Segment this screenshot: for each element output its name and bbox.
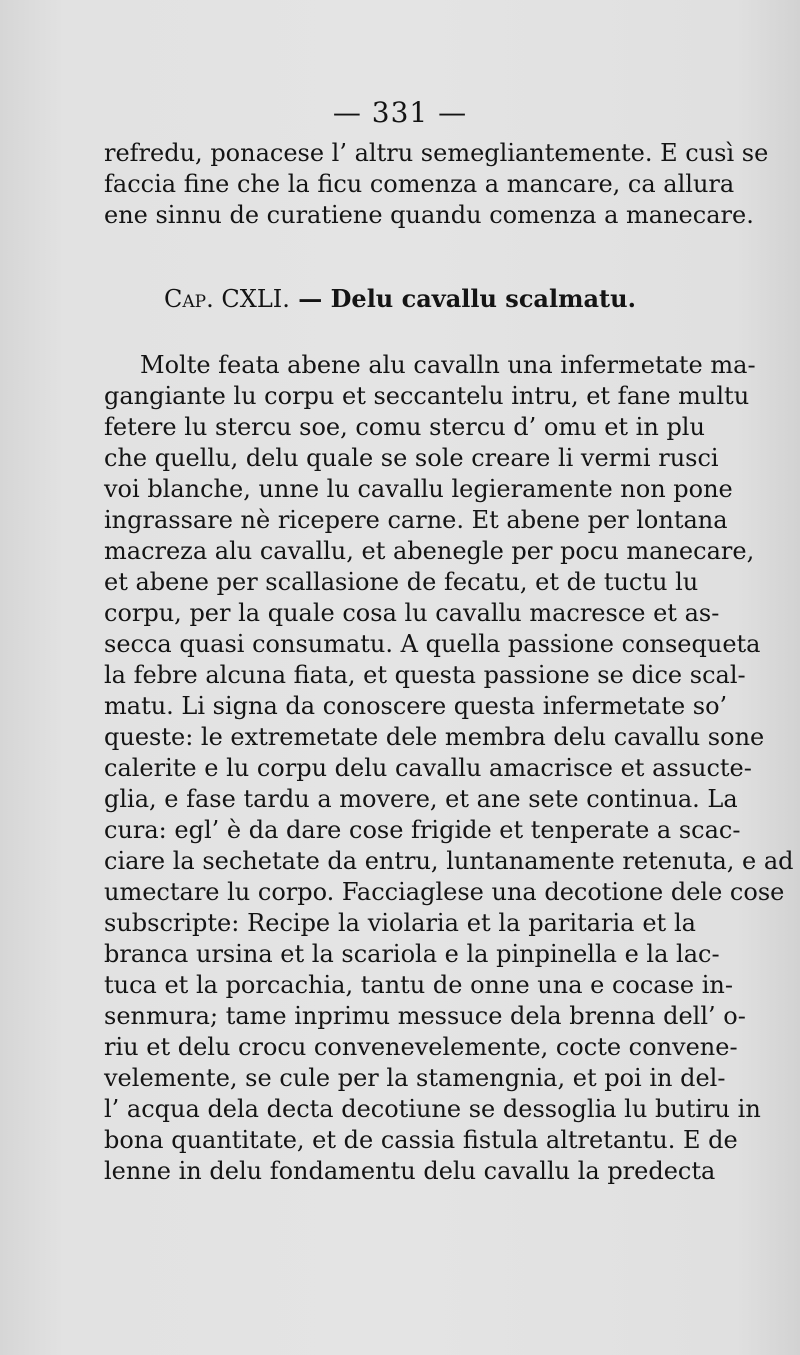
text-line: fetere lu stercu soe, comu stercu d’ omu et in plu — [104, 413, 705, 441]
text-line: macreza alu cavallu, et abenegle per pocu manecare, — [104, 537, 755, 565]
page-number: — 331 — — [332, 96, 468, 129]
text-line: ene sinnu de curatiene quandu comenza a manecare. — [104, 201, 754, 229]
text-line: queste: le extremetate dele membra delu cavallu sone — [104, 723, 765, 751]
text-line: refredu, ponacese l’ altru semegliantemente. E cusì se — [104, 139, 769, 167]
text-line: corpu, per la quale cosa lu cavallu macresce et as- — [104, 599, 720, 627]
text-line: velemente, se cule per la stamengnia, et poi in del- — [104, 1064, 726, 1092]
text-line: l’ acqua dela decta decotiune se dessoglia lu butiru in — [104, 1095, 761, 1123]
main-paragraph — [104, 350, 794, 1187]
text-line: Molte feata abene alu cavalln una infermetate ma- — [140, 351, 756, 379]
text-line: secca quasi consumatu. A quella passione consequeta — [104, 630, 761, 658]
text-line: senmura; tame inprimu messuce dela brenna dell’ o- — [104, 1002, 746, 1030]
text-line: bona quantitate, et de cassia fistula altretantu. E de — [104, 1126, 738, 1154]
text-line: branca ursina et la scariola e la pinpinella e la lac- — [104, 940, 720, 968]
chapter-title: — Delu cavallu scalmatu. — [298, 284, 636, 313]
text-line: umectare lu corpo. Facciaglese una decotione dele cose — [104, 878, 785, 906]
text-line: ingrassare nè ricepere carne. Et abene per lontana — [104, 506, 728, 534]
text-line: cura: egl’ è da dare cose frigide et tenperate a scac- — [104, 816, 741, 844]
text-line: voi blanche, unne lu cavallu legieramente non pone — [104, 475, 733, 503]
text-line: subscripte: Recipe la violaria et la paritaria et la — [104, 909, 696, 937]
text-line: riu et delu crocu convenevelemente, cocte convene- — [104, 1033, 738, 1061]
text-line: tuca et la porcachia, tantu de onne una e cocase in- — [104, 971, 733, 999]
text-line: ciare la sechetate da entru, luntanamente retenuta, e ad — [104, 847, 794, 875]
top-paragraph — [104, 138, 769, 231]
text-line: lenne in delu fondamentu delu cavallu la predecta — [104, 1157, 716, 1185]
chapter-number: Cap. CXLI. — [164, 285, 290, 313]
text-line: gangiante lu corpu et seccantelu intru, et fane multu — [104, 382, 750, 410]
text-line: et abene per scallasione de fecatu, et de tuctu lu — [104, 568, 699, 596]
text-line: matu. Li signa da conoscere questa infermetate so’ — [104, 692, 728, 720]
text-line: che quellu, delu quale se sole creare li vermi rusci — [104, 444, 719, 472]
text-line: calerite e lu corpu delu cavallu amacrisce et assucte- — [104, 754, 752, 782]
chapter-heading — [0, 284, 800, 313]
text-line: glia, e fase tardu a movere, et ane sete continua. La — [104, 785, 738, 813]
text-line: faccia fine che la ficu comenza a mancare, ca allura — [104, 170, 735, 198]
text-line: la febre alcuna fiata, et questa passione se dice scal- — [104, 661, 746, 689]
